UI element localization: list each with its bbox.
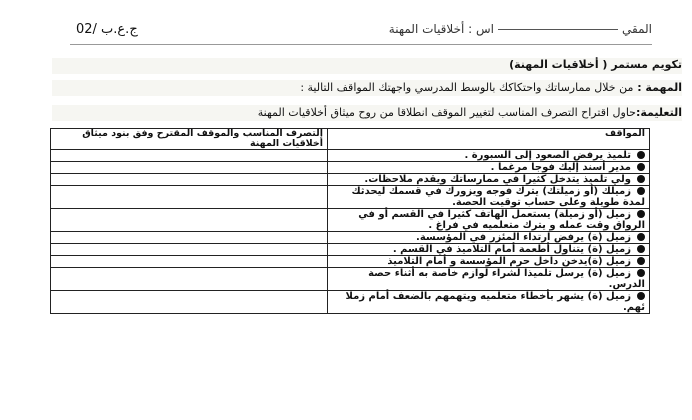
column-header-response: التصرف المناسب والموقف المقترح وفق بنود ميثاق أخلاقيات المهنة xyxy=(51,129,328,150)
task-label: المهمة : xyxy=(637,81,682,94)
situation-text: مدير أسند إليك فوجا مرغما . xyxy=(490,162,631,173)
table-row xyxy=(51,150,650,162)
response-cell[interactable] xyxy=(51,150,328,162)
instruction-line xyxy=(258,106,682,119)
situation-cell xyxy=(328,209,650,232)
table-row xyxy=(51,291,650,314)
situation-cell xyxy=(328,291,650,314)
bullet-icon xyxy=(637,233,645,241)
subject-fill-line xyxy=(498,29,618,30)
situation-text: ولي تلميذ يتدخل كثيرا في ممارساتك ويقدم ملاحظات. xyxy=(364,174,631,185)
table-row xyxy=(51,244,650,256)
instruction-text: حاول اقتراح التصرف المناسب لتغيير الموقف انطلاقا من روح ميثاق أخلاقيات المهنة xyxy=(257,106,636,119)
situation-text: زميلك (أو زميلتك) يترك فوجه ويزورك في قسمك ليحدثك لمدة طويلة وعلى حساب توقيت الحصة. xyxy=(351,186,645,208)
bullet-icon xyxy=(637,210,645,218)
situation-cell xyxy=(328,244,650,256)
bullet-icon xyxy=(637,292,645,300)
situation-cell xyxy=(328,174,650,186)
situation-text: زميل (ة)يدخن داخل حرم المؤسسة و أمام التلاميذ xyxy=(387,256,631,267)
situation-text: زميل (ة) يشهر بأخطاء متعلميه ويتهمهم بالضعف أمام زملا ئهم. xyxy=(345,291,645,313)
task-text: من خلال ممارساتك واحتكاكك بالوسط المدرسي واجهتك المواقف التالية : xyxy=(300,81,634,94)
response-cell[interactable] xyxy=(51,209,328,232)
situation-cell xyxy=(328,256,650,268)
subject-label: المقي xyxy=(622,22,652,36)
column-header-situations: المواقف xyxy=(328,129,650,150)
situations-table xyxy=(50,128,650,314)
bullet-icon xyxy=(637,175,645,183)
response-cell[interactable] xyxy=(51,244,328,256)
table-row xyxy=(51,186,650,209)
situation-cell xyxy=(328,186,650,209)
response-cell[interactable] xyxy=(51,162,328,174)
situation-cell xyxy=(328,150,650,162)
response-cell[interactable] xyxy=(51,291,328,314)
bullet-icon xyxy=(637,257,645,265)
situation-text: زميل (أو زميلة) يستعمل الهاتف كثيرا في القسم أو في الرواق وقت عمله و يترك متعلميه في فراغ . xyxy=(358,209,645,231)
bullet-icon xyxy=(637,163,645,171)
table-row xyxy=(51,209,650,232)
situation-text: زميل (ة) يرفض ارتداء المئزر في المؤسسة. xyxy=(416,232,631,243)
response-cell[interactable] xyxy=(51,186,328,209)
table-row xyxy=(51,268,650,291)
table-row xyxy=(51,232,650,244)
bullet-icon xyxy=(637,151,645,159)
situation-text: زميل (ة) يرسل تلميذا لشراء لوازم خاصة به أثناء حصة الدرس. xyxy=(368,268,645,290)
task-line xyxy=(300,81,682,94)
instruction-label: التعليمة: xyxy=(635,106,682,119)
response-cell[interactable] xyxy=(51,174,328,186)
response-cell[interactable] xyxy=(51,256,328,268)
situation-cell xyxy=(328,268,650,291)
table-row xyxy=(51,162,650,174)
bullet-icon xyxy=(637,245,645,253)
situation-text: تلميذ يرفض الصعود إلى السبورة . xyxy=(464,150,631,161)
bullet-icon xyxy=(637,269,645,277)
situation-cell xyxy=(328,162,650,174)
subject-header xyxy=(389,22,652,36)
document-code: ج.ع.ب /02 xyxy=(76,22,138,37)
response-cell[interactable] xyxy=(51,268,328,291)
bullet-icon xyxy=(637,187,645,195)
header-rule xyxy=(70,44,652,45)
situation-cell xyxy=(328,232,650,244)
table-row xyxy=(51,174,650,186)
subject-name: اس : أخلاقيات المهنة xyxy=(388,22,494,36)
table-row xyxy=(51,256,650,268)
situation-text: زميل (ة) يتناول أطعمة أمام التلاميذ في القسم . xyxy=(392,244,631,255)
page-title: تكويم مستمر ( أخلاقيات المهنة) xyxy=(509,58,682,71)
response-cell[interactable] xyxy=(51,232,328,244)
